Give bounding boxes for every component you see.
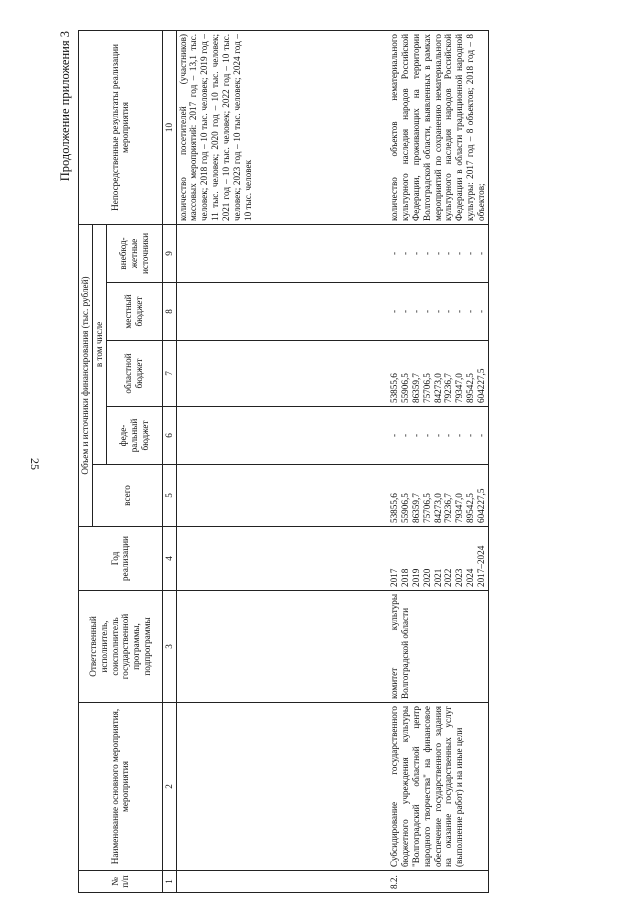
total-value: 86359,7 — [410, 493, 421, 523]
federal-value: - — [465, 433, 476, 438]
header-col8: местный бюджет — [106, 283, 162, 341]
colnum-2: 2 — [162, 703, 176, 871]
header-col10: Непосредственные результаты реализации мероприятия — [79, 30, 163, 224]
table-row — [388, 30, 488, 892]
local-value: - — [465, 309, 476, 314]
colnum-9: 9 — [162, 224, 176, 282]
extra-value: - — [399, 251, 410, 256]
federal-value: - — [443, 433, 454, 438]
header-col3: Ответственный исполнитель, соисполнитель государственной программы, подпрограммы — [79, 591, 163, 703]
extra-value: - — [465, 251, 476, 256]
total-value: 53855,6 — [389, 493, 400, 523]
header-including: в том числе — [92, 224, 106, 464]
regional-value: 84273,0 — [432, 373, 443, 403]
colnum-8: 8 — [162, 283, 176, 341]
total-value: 79347,0 — [454, 493, 465, 523]
regional-value: 86359,7 — [410, 373, 421, 403]
regional-value: 79347,0 — [454, 373, 465, 403]
year-value: 2017 — [389, 568, 400, 587]
colnum-3: 3 — [162, 591, 176, 703]
federal-value: - — [475, 433, 486, 438]
year-value: 2019 — [410, 568, 421, 587]
year-value: 2021 — [432, 568, 443, 587]
federal-value: - — [399, 433, 410, 438]
year-value: 2022 — [443, 568, 454, 587]
header-col9: внебюд-жетные источники — [106, 224, 162, 282]
row-regional — [388, 341, 488, 407]
colnum-6: 6 — [162, 407, 176, 465]
rotated-sheet — [58, 31, 594, 893]
year-value: 2018 — [399, 568, 410, 587]
header-funding-group: Объем и источники финансирования (тыс. рублей) — [79, 224, 93, 526]
row-extra — [388, 224, 488, 282]
local-value: - — [432, 309, 443, 314]
regional-value: 89542,5 — [465, 373, 476, 403]
header-col4: Год реализации — [79, 527, 163, 591]
local-value: - — [443, 309, 454, 314]
header-col1: № п/п — [79, 871, 163, 893]
year-value: 2024 — [465, 568, 476, 587]
federal-value: - — [454, 433, 465, 438]
year-value: 2020 — [421, 568, 432, 587]
total-value: 79236,7 — [443, 493, 454, 523]
federal-value: - — [389, 433, 400, 438]
header-col2: Наименование основного мероприятия, мероприятия — [79, 703, 163, 871]
row-name: Субсидирование государственного бюджетного учреждения культуры "Волгоградский областной центр народного творчества" на финансовое обеспечение государственного задания на оказание государственных услуг (выполнение работ) и на иные цели — [388, 703, 488, 871]
extra-value: - — [454, 251, 465, 256]
colnum-5: 5 — [162, 465, 176, 527]
local-value: - — [475, 309, 486, 314]
header-col7: областной бюджет — [106, 341, 162, 407]
row-total — [388, 465, 488, 527]
page-number: 25 — [28, 458, 42, 470]
row-num: 8.2. — [388, 871, 488, 893]
continuation-result: количество посетителей (участников) массовых мероприятий: 2017 год – 13,1 тыс. человек; 2018 год – 10 тыс. человек; 2019 год – 11 тыс. человек; 2020 год – 10 тыс. человек; 2021 год – 10 тыс. человек; 2022 год – 10 тыс. человек; 2023 год – 10 тыс. человек; 2024 год – 10 тыс. человек — [176, 30, 388, 224]
federal-value: - — [410, 433, 421, 438]
regional-value: 55906,5 — [399, 373, 410, 403]
row-federal — [388, 407, 488, 465]
extra-value: - — [410, 251, 421, 256]
local-value: - — [389, 309, 400, 314]
colnum-10: 10 — [162, 30, 176, 224]
local-value: - — [454, 309, 465, 314]
total-value: 89542,5 — [465, 493, 476, 523]
local-value: - — [399, 309, 410, 314]
header-col6: феде-ральный бюджет — [106, 407, 162, 465]
colnum-4: 4 — [162, 527, 176, 591]
total-value: 84273,0 — [432, 493, 443, 523]
total-value: 604227,5 — [475, 488, 486, 523]
extra-value: - — [475, 251, 486, 256]
funding-table — [78, 30, 489, 893]
row-executor: комитет культуры Волгоградской области — [388, 591, 488, 703]
row-years — [388, 527, 488, 591]
federal-value: - — [421, 433, 432, 438]
local-value: - — [421, 309, 432, 314]
total-value: 75706,5 — [421, 493, 432, 523]
row-result: количество объектов нематериального культурного наследия народов Российской Федерации, проживающих на территории Волгоградской области, выявленных в рамках мероприятий по сохранению нематериального культурного наследия народов Российской Федерации в области традиционной народной культуры: 2017 год – 8 объектов; 2018 год – 8 объектов; — [388, 30, 488, 224]
regional-value: 79236,7 — [443, 373, 454, 403]
extra-value: - — [432, 251, 443, 256]
regional-value: 75706,5 — [421, 373, 432, 403]
extra-value: - — [443, 251, 454, 256]
regional-value: 53855,6 — [389, 373, 400, 403]
federal-value: - — [432, 433, 443, 438]
regional-value: 604227,5 — [475, 368, 486, 403]
extra-value: - — [421, 251, 432, 256]
colnum-7: 7 — [162, 341, 176, 407]
appendix-title: Продолжение приложения 3 — [58, 31, 72, 182]
row-local — [388, 283, 488, 341]
header-col5: всего — [92, 465, 162, 527]
colnum-1: 1 — [162, 871, 176, 893]
local-value: - — [410, 309, 421, 314]
year-value: 2023 — [454, 568, 465, 587]
year-value: 2017–2024 — [475, 545, 486, 587]
total-value: 55906,5 — [399, 493, 410, 523]
extra-value: - — [389, 251, 400, 256]
